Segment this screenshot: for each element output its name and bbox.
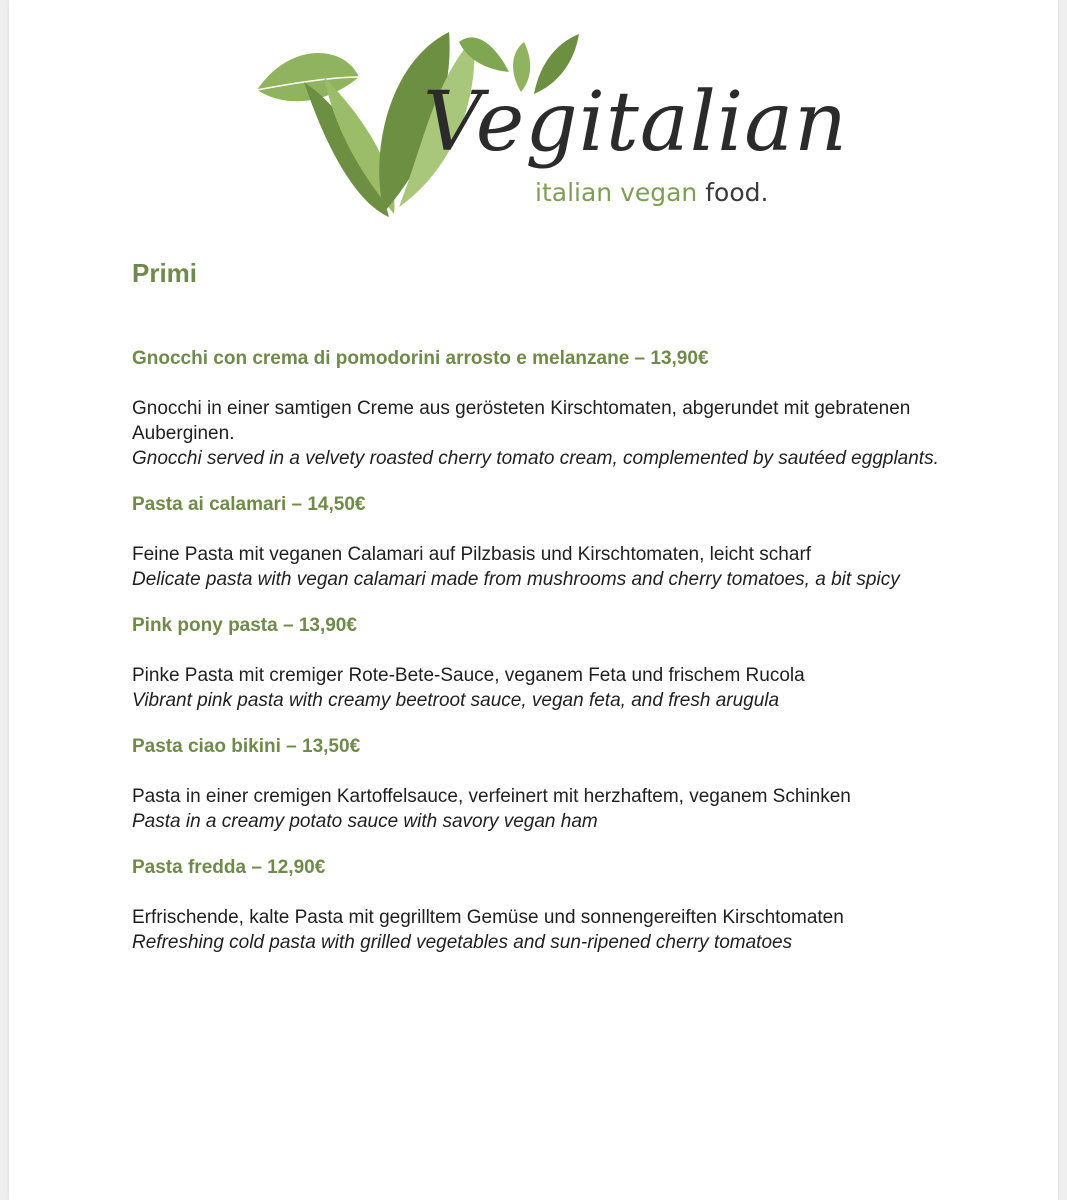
dish-list xyxy=(132,346,962,976)
dish-description-en: Refreshing cold pasta with grilled vegetables and sun-ripened cherry tomatoes xyxy=(132,932,793,953)
section-title: Primi xyxy=(132,258,198,288)
vegitalian-logo xyxy=(249,22,848,244)
dish-item xyxy=(132,734,962,835)
dish-name: Pasta ai calamari – 14,50€ xyxy=(132,494,366,515)
dish-name: Pink pony pasta – 13,90€ xyxy=(132,615,357,636)
tagline-part1: italian vegan xyxy=(535,178,698,207)
dish-name: Pasta ciao bikini – 13,50€ xyxy=(132,736,361,757)
dish-name: Pasta fredda – 12,90€ xyxy=(132,857,326,878)
dish-description-de: Pinke Pasta mit cremiger Rote-Bete-Sauce, veganem Feta und frischem Rucola xyxy=(132,665,805,686)
tagline-part2: food. xyxy=(705,178,769,207)
dish-description-de: Gnocchi in einer samtigen Creme aus gerösteten Kirschtomaten, abgerundet mit gebratenen Auberginen. xyxy=(132,398,911,444)
brand-name: Vegitalian xyxy=(423,75,848,170)
dish-description-en: Pasta in a creamy potato sauce with savory vegan ham xyxy=(132,811,598,832)
dish-description-de: Pasta in einer cremigen Kartoffelsauce, verfeinert mit herzhaftem, veganem Schinken xyxy=(132,786,851,807)
dish-item xyxy=(132,346,962,472)
dish-item xyxy=(132,613,962,714)
dish-item xyxy=(132,855,962,956)
dish-description-en: Vibrant pink pasta with creamy beetroot sauce, vegan feta, and fresh arugula xyxy=(132,690,780,711)
dish-description-de: Erfrischende, kalte Pasta mit gegrilltem Gemüse und sonnengereiften Kirschtomaten xyxy=(132,907,844,928)
menu-page xyxy=(9,0,1058,1200)
brand-tagline xyxy=(535,180,768,205)
dish-description-de: Feine Pasta mit veganen Calamari auf Pilzbasis und Kirschtomaten, leicht scharf xyxy=(132,544,812,565)
dish-item xyxy=(132,492,962,593)
dish-description-en: Gnocchi served in a velvety roasted cherry tomato cream, complemented by sautéed eggplants. xyxy=(132,448,939,469)
dish-description-en: Delicate pasta with vegan calamari made from mushrooms and cherry tomatoes, a bit spicy xyxy=(132,569,900,590)
dish-name: Gnocchi con crema di pomodorini arrosto e melanzane – 13,90€ xyxy=(132,348,709,369)
